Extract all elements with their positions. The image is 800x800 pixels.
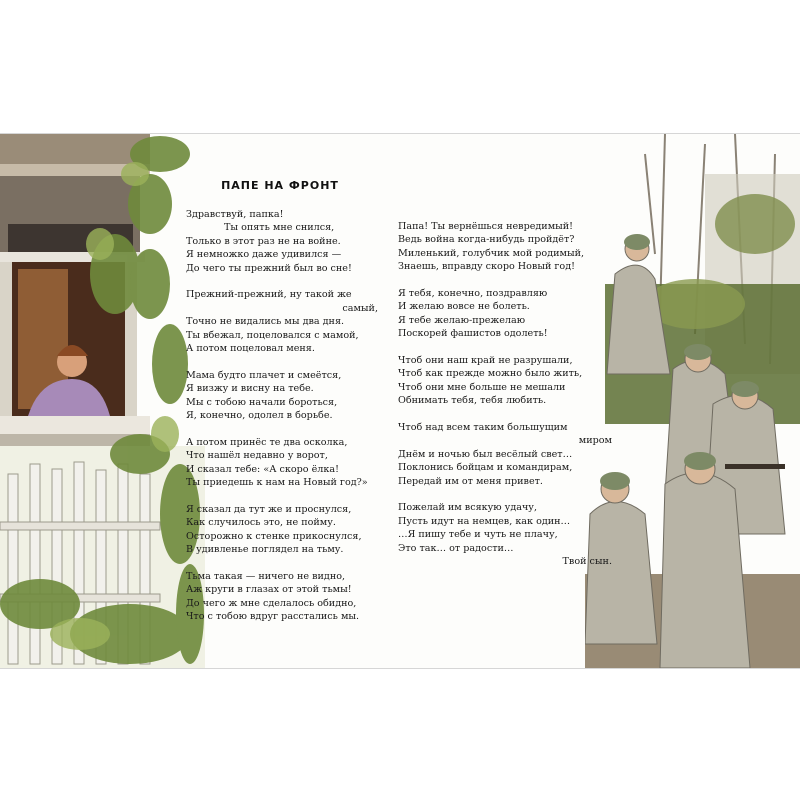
stanza [186,503,386,557]
stanza [186,369,386,423]
stanza [398,501,620,568]
poem-line: Ты вбежал, поцеловался с мамой, [186,329,359,341]
stanza [398,354,620,408]
poem-line: До чего ты прежний был во сне! [186,262,352,274]
poem-line: Я, конечно, одолел в борьбе. [186,410,333,422]
poem-line: Что нашёл недавно у ворот, [186,450,328,462]
poem-line: Пусть идут на немцев, как один… [398,515,571,527]
poem-line: Знаешь, вправду скоро Новый год! [398,261,575,273]
poem-line: Чтоб они наш край не разрушали, [398,355,573,367]
poem-line: Только в этот раз не на войне. [186,235,341,247]
poem-line: Я сказал да тут же и проснулся, [186,503,352,515]
stanza [186,436,386,490]
poem-line: До чего ж мне сделалось обидно, [186,597,357,609]
poem-line: Я тебе желаю-прежелаю [398,314,526,326]
poem-line: Чтоб они мне больше не мешали [398,381,566,393]
poem-line: Осторожно к стенке прикоснулся, [186,530,362,542]
poem-line: Чтоб над всем таким большущим [398,422,568,434]
stanza [186,288,386,355]
poem-line: А потом поцеловал меня. [186,343,315,355]
poem-right-column [398,220,620,582]
poem-title: ПАПЕ НА ФРОНТ [221,179,339,192]
poem-line: И желаю вовсе не болеть. [398,301,530,313]
poem-line: Я визжу и висну на тебе. [186,383,314,395]
poem-line: Мама будто плачет и смеётся, [186,369,342,381]
poem-left-column [186,208,386,637]
poem-signature: Твой сын. [562,556,612,568]
poem-line: Ты опять мне снился, [224,222,335,234]
stanza [398,220,620,274]
poem-line: Днём и ночью был весёлый свет… [398,448,573,460]
poem-line: Чтоб как прежде можно было жить, [398,368,583,380]
poem-line: Передай им от меня привет. [398,475,543,487]
poem-line: самый, [342,302,378,314]
poem-line: Я тебя, конечно, поздравляю [398,288,548,300]
poem-line: миром [578,435,612,447]
poem-line: Ведь война когда-нибудь пройдёт? [398,234,575,246]
book-spread [0,133,800,669]
poem-line: Я немножко даже удивился — [186,249,342,261]
stanza [186,208,386,275]
poem-line: Мы с тобою начали бороться, [186,396,338,408]
poem-line: Пожелай им всякую удачу, [398,502,537,514]
stanza [186,570,386,624]
poem-line: Что с тобою вдруг расстались мы. [186,611,360,623]
poem-line: Это так… от радости… [398,542,514,554]
poem-line: Поклонись бойцам и командирам, [398,462,573,474]
poem-line: Точно не видались мы два дня. [186,316,345,328]
poem-line: Обнимать тебя, тебя любить. [398,395,547,407]
poem-line: В удивленье поглядел на тьму. [186,544,344,556]
poem-line: Миленький, голубчик мой родимый, [398,247,585,259]
poem-line: Как случилось это, не пойму. [186,517,336,529]
poem-line: Здравствуй, папка! [186,209,284,220]
stanza [398,421,620,488]
poem-line: Прежний-прежний, ну такой же [186,289,352,301]
poem-line: И сказал тебе: «А скоро ёлка! [186,463,339,475]
poem-line: Папа! Ты вернёшься невредимый! [398,221,574,232]
stanza [398,287,620,341]
poem-line: Аж круги в глазах от этой тьмы! [186,584,352,596]
poem-line: Тьма такая — ничего не видно, [186,570,346,582]
poem-line: А потом принёс те два осколка, [186,436,348,448]
poem-line: …Я пишу тебе и чуть не плачу, [398,529,558,541]
poem-line: Поскорей фашистов одолеть! [398,328,548,340]
poem-line: Ты приедешь к нам на Новый год?» [186,477,368,489]
boy-at-window-illustration [0,134,205,668]
